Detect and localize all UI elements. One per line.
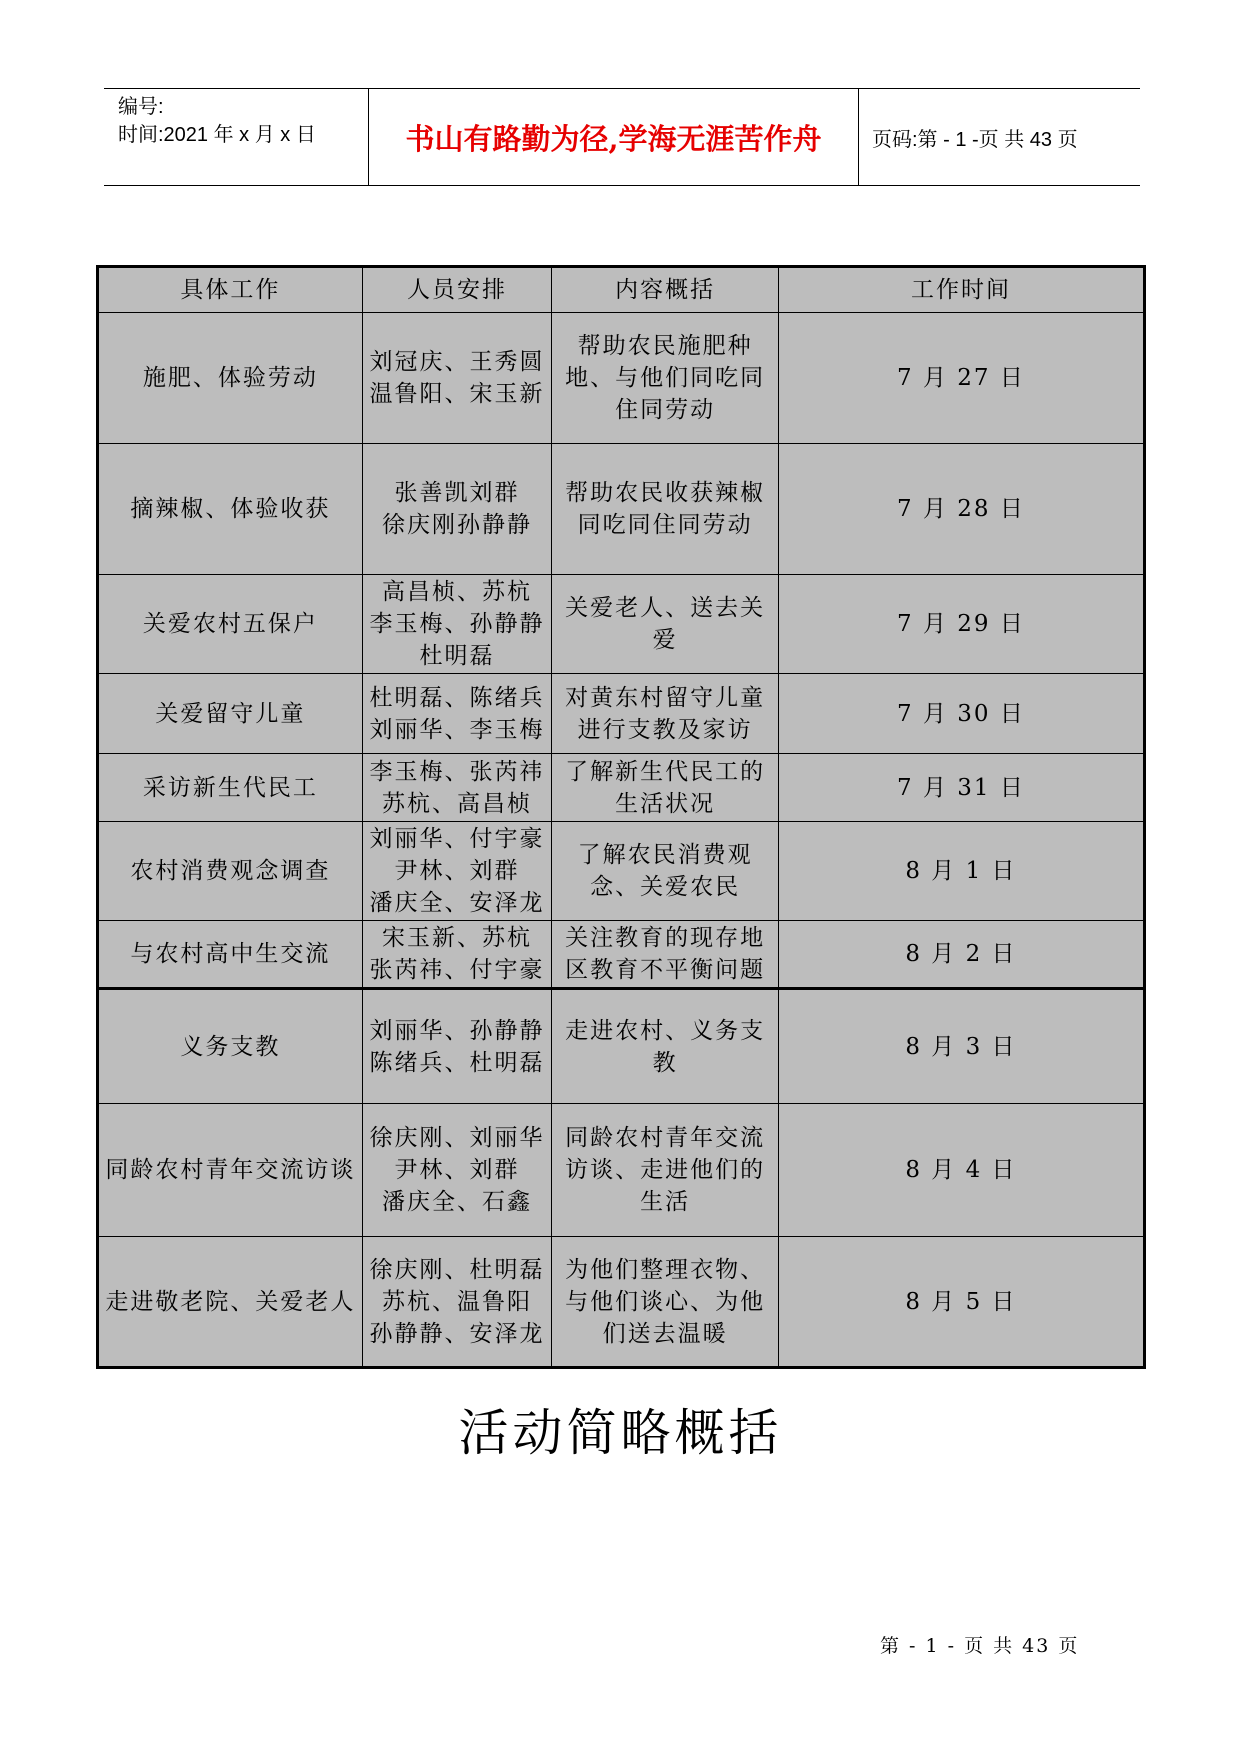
document-number-label: 编号: [118, 96, 164, 118]
task-cell: 农村消费观念调查 [98, 822, 363, 921]
header-meta [118, 93, 316, 149]
task-cell: 施肥、体验劳动 [98, 313, 363, 444]
section-title: 活动简略概括 [458, 1404, 783, 1462]
date-cell: 8 月 1 日 [778, 822, 1144, 921]
table-row [98, 822, 1145, 921]
content-cell: 关注教育的现存地区教育不平衡问题 [552, 921, 779, 989]
content-cell: 同龄农村青年交流访谈、走进他们的生活 [552, 1104, 779, 1237]
table-row [98, 1237, 1145, 1368]
table-row [98, 575, 1145, 674]
people-cell: 杜明磊、陈绪兵 刘丽华、李玉梅 [362, 674, 552, 754]
people-cell: 张善凯刘群 徐庆刚孙静静 [362, 444, 552, 575]
column-header-date: 工作时间 [778, 267, 1144, 313]
table-row [98, 444, 1145, 575]
table-row [98, 921, 1145, 989]
content-cell: 了解新生代民工的生活状况 [552, 754, 779, 822]
table-row [98, 754, 1145, 822]
task-cell: 与农村高中生交流 [98, 921, 363, 989]
date-cell: 8 月 4 日 [778, 1104, 1144, 1237]
header-divider [858, 89, 859, 185]
column-header-task: 具体工作 [98, 267, 363, 313]
table-row [98, 1104, 1145, 1237]
schedule-table [96, 265, 1146, 1369]
document-time-label: 时间:2021 年 x 月 x 日 [118, 124, 316, 146]
date-cell: 8 月 2 日 [778, 921, 1144, 989]
task-cell: 采访新生代民工 [98, 754, 363, 822]
people-cell: 刘冠庆、王秀圆 温鲁阳、宋玉新 [362, 313, 552, 444]
table-row [98, 989, 1145, 1104]
content-cell: 帮助农民收获辣椒同吃同住同劳动 [552, 444, 779, 575]
date-cell: 7 月 27 日 [778, 313, 1144, 444]
column-header-people: 人员安排 [362, 267, 552, 313]
people-cell: 徐庆刚、刘丽华 尹林、刘群 潘庆全、石鑫 [362, 1104, 552, 1237]
task-cell: 走进敬老院、关爱老人 [98, 1237, 363, 1368]
date-cell: 7 月 31 日 [778, 754, 1144, 822]
header-page-number: 页码:第 - 1 -页 共 43 页 [872, 128, 1078, 151]
table-row [98, 313, 1145, 444]
date-cell: 7 月 29 日 [778, 575, 1144, 674]
task-cell: 义务支教 [98, 989, 363, 1104]
column-header-content: 内容概括 [552, 267, 779, 313]
table-header-row [98, 267, 1145, 313]
content-cell: 帮助农民施肥种地、与他们同吃同住同劳动 [552, 313, 779, 444]
content-cell: 了解农民消费观念、关爱农民 [552, 822, 779, 921]
content-cell: 走进农村、义务支教 [552, 989, 779, 1104]
table-row [98, 674, 1145, 754]
task-cell: 同龄农村青年交流访谈 [98, 1104, 363, 1237]
page-footer: 第 - 1 - 页 共 43 页 [880, 1635, 1080, 1657]
content-cell: 关爱老人、送去关爱 [552, 575, 779, 674]
people-cell: 高昌桢、苏杭 李玉梅、孙静静 杜明磊 [362, 575, 552, 674]
date-cell: 8 月 3 日 [778, 989, 1144, 1104]
people-cell: 刘丽华、付宇豪 尹林、刘群 潘庆全、安泽龙 [362, 822, 552, 921]
content-cell: 为他们整理衣物、与他们谈心、为他们送去温暖 [552, 1237, 779, 1368]
people-cell: 李玉梅、张芮祎 苏杭、高昌桢 [362, 754, 552, 822]
date-cell: 7 月 28 日 [778, 444, 1144, 575]
people-cell: 宋玉新、苏杭 张芮祎、付宇豪 [362, 921, 552, 989]
task-cell: 关爱农村五保户 [98, 575, 363, 674]
date-cell: 8 月 5 日 [778, 1237, 1144, 1368]
people-cell: 刘丽华、孙静静 陈绪兵、杜明磊 [362, 989, 552, 1104]
task-cell: 摘辣椒、体验收获 [98, 444, 363, 575]
people-cell: 徐庆刚、杜明磊 苏杭、温鲁阳 孙静静、安泽龙 [362, 1237, 552, 1368]
content-cell: 对黄东村留守儿童进行支教及家访 [552, 674, 779, 754]
task-cell: 关爱留守儿童 [98, 674, 363, 754]
date-cell: 7 月 30 日 [778, 674, 1144, 754]
header-motto: 书山有路勤为径,学海无涯苦作舟 [405, 121, 822, 156]
page-header [104, 88, 1140, 186]
